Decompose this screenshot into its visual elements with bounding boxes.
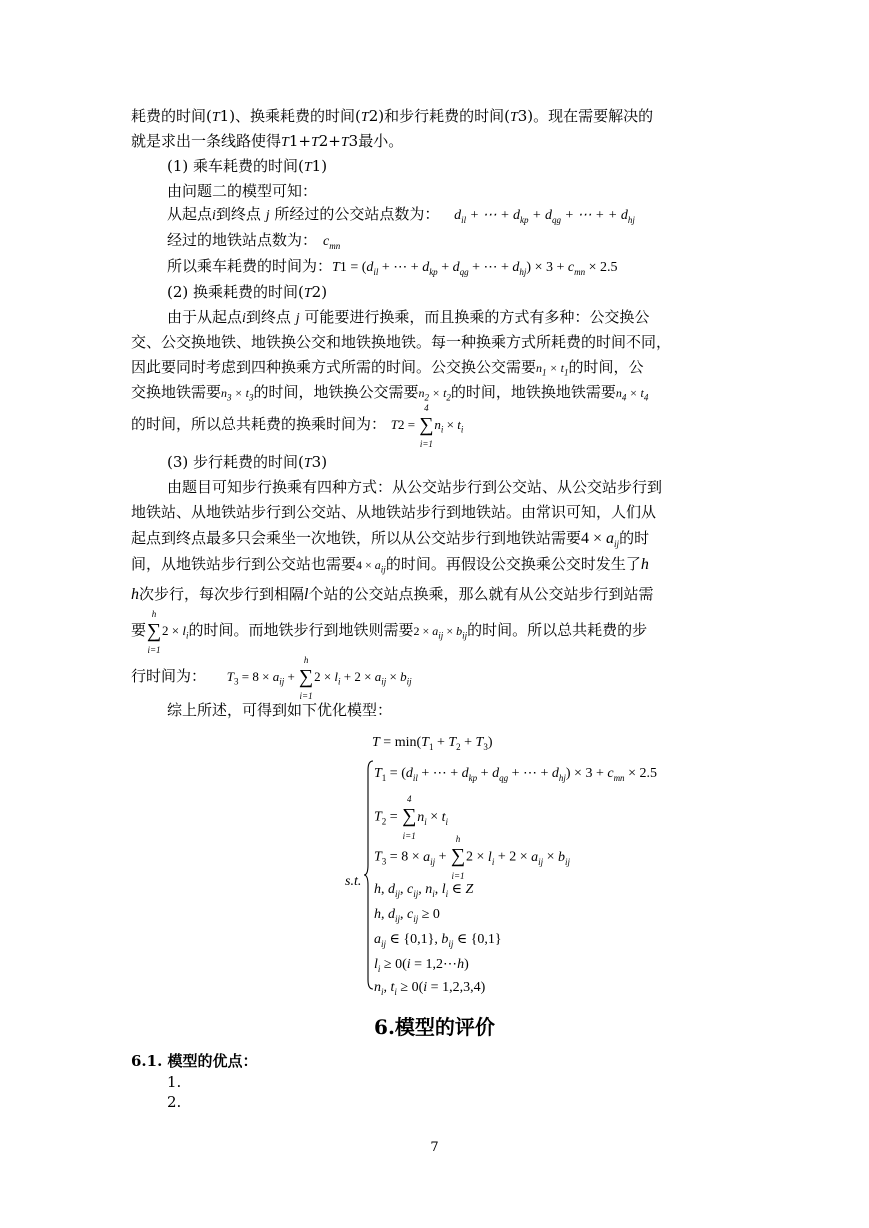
t3-formula: $T_3 = 8 \times a_{ij}$ + h ∑ i=1 $2 \times l_i + 2 \times a_{ij} \times b_{ij}$ (226, 655, 412, 702)
model-objective: $T = \min(T_1 + T_2 + T_3)$ (372, 735, 493, 752)
constraint-t3: $T_3 = 8 \times a_{ij}$ + h ∑ i=1 $2 \times l_i + 2 \times a_{ij} \times b_{ij}$ (374, 834, 571, 881)
sec2-line5: 的时间，所以总共耗费的换乘时间为： T2 = 4 ∑ i=1 $n_i \times t_i$ (131, 403, 464, 450)
t1-formula: $T1 = (d_{il}$ + ⋯ + $d_{kp} + d_{qg}$ + ⋯ + $d_{hj}) \times 3 + c_{mn} \times 2.5$ (332, 260, 618, 277)
sec3-line2: 地铁站、从地铁站步行到公交站、从地铁站步行到地铁站。由常识可知，人们从 (131, 503, 657, 521)
sec2-title: (2) 换乘耗费的时间(T2) (167, 283, 328, 301)
sec3-line4: 间，从地铁站步行到公交站也需要$4 \times a_{ij}$的时间。再假设公交换乘公交时发生了h (131, 555, 649, 575)
list-item: 2. (167, 1093, 182, 1111)
sec1-intro: 由问题二的模型可知： (167, 182, 318, 200)
constraint-nonneg: h, $d_{ij}$, $c_{ij} \ge 0$ (374, 907, 440, 924)
sec2-line1: 由于从起点i到终点 j 可能要进行换乘，而且换乘的方式有多种：公交换公 (167, 308, 650, 326)
bus-stops-formula: $d_{il}$ + ⋯ + $d_{kp} + d_{qg}$ + ⋯ + + $d_{hj}$ (454, 208, 635, 225)
summary-line: 综上所述，可得到如下优化模型： (167, 701, 393, 719)
sec3-line1: 由题目可知步行换乘有四种方式：从公交站步行到公交站、从公交站步行到 (167, 478, 663, 496)
st-label: s.t. (345, 874, 362, 889)
constraint-nt: $n_i$, $t_i \ge 0(i = 1,2,3,4)$ (374, 980, 486, 997)
constraint-t2: $T_2$ = 4 ∑ i=1 $n_i \times t_i$ (374, 794, 449, 841)
sec3-title: (3) 步行耗费的时间(T3) (167, 453, 328, 471)
sec2-line2: 交、公交换地铁、地铁换公交和地铁换地铁。每一种换乘方式所耗费的时间不同， (131, 333, 672, 351)
constraint-integer: h, $d_{ij}$, $c_{ij}$, $n_i$, $l_i$ ∈ Z (374, 882, 474, 899)
sec2-line4: 交换地铁需要$n_3 \times t_3$的时间，地铁换公交需要$n_2 \times t_2$的时间，地铁换地铁需要$n_4 \times t_4$ (131, 383, 649, 403)
constraint-t1: $T_1 = (d_{il}$ + ⋯ + $d_{kp} + d_{qg}$ + ⋯ + $d_{hj}) \times 3 + c_{mn} \times 2.5$ (374, 766, 657, 783)
section-heading: 6.模型的评价 (374, 1015, 495, 1039)
para1-line1: 耗费的时间(T1)、换乘耗费的时间(T2)和步行耗费的时间(T3)。现在需要解决的 (131, 107, 654, 125)
constraint-binary: $a_{ij}$ ∈ {0,1}, $b_{ij}$ ∈ {0,1} (374, 932, 502, 949)
constraint-l: $l_i \ge 0(i$ = 1,2⋯h) (374, 957, 469, 974)
sec3-line5: h次步行，每次步行到相隔l个站的公交站点换乘，那么就有从公交站步行到站需 (131, 585, 654, 603)
list-item: 1. (167, 1073, 182, 1091)
sec1-bus-stops: 从起点i到终点 j 所经过的公交站点数为： $d_{il}$ + ⋯ + $d_{kp} + d_{qg}$ + ⋯ + + $d_{hj}$ (167, 205, 635, 225)
metro-stops-formula: $c_{mn}$ (323, 234, 341, 251)
sec3-line3: 起点到终点最多只会乘坐一次地铁，所以从公交站步行到地铁站需要$4 \times a_{ij}$的时 (131, 529, 650, 550)
sec3-line7: 行时间为： $T_3 = 8 \times a_{ij}$ + h ∑ i=1 $2 \times l_i + 2 \times a_{ij} \times b_{ij}$ (131, 655, 412, 702)
page-number: 7 (430, 1140, 439, 1155)
sec2-line3: 因此要同时考虑到四种换乘方式所需的时间。公交换公交需要$n_1 \times t_1$的时间，公 (131, 358, 644, 378)
sec1-title: (1) 乘车耗费的时间(T1) (167, 157, 328, 175)
sec1-metro-stops: 经过的地铁站点数为： $c_{mn}$ (167, 231, 341, 251)
sec1-total: 所以乘车耗费的时间为：$T1 = (d_{il}$ + ⋯ + $d_{kp} + d_{qg}$ + ⋯ + $d_{hj}) \times 3 + c_{mn} \times 2.5$ (167, 257, 618, 277)
t2-formula: T2 = 4 ∑ i=1 $n_i \times t_i$ (390, 403, 464, 450)
constraint-brace (364, 760, 374, 990)
subsection-heading: 6.1. 模型的优点： (131, 1052, 258, 1070)
sec3-line6: 要 h ∑ i=1 $2 \times l_i$的时间。而地铁步行到地铁则需要$2 \times a_{ij} \times b_{ij}$的时间。所以总共耗费的步 (131, 609, 648, 656)
para1-line2: 就是求出一条线路使得T1+T2+T3最小。 (131, 132, 404, 150)
